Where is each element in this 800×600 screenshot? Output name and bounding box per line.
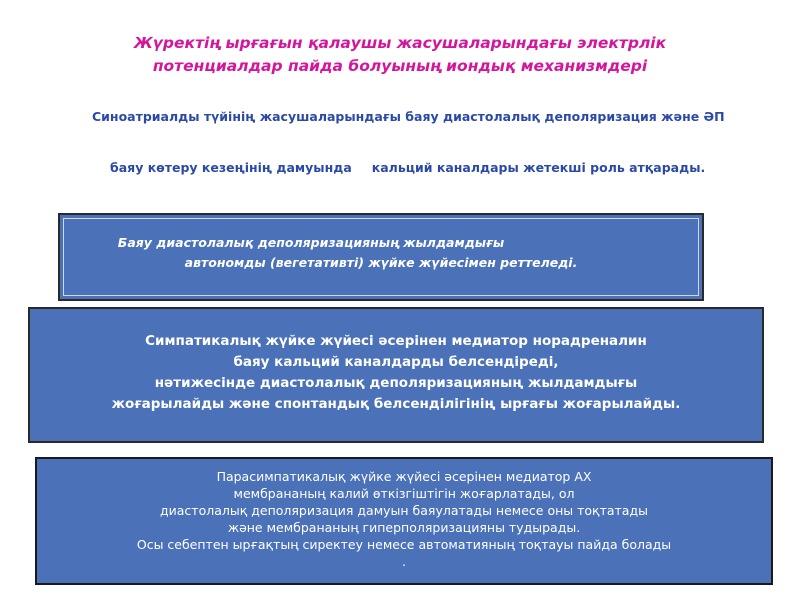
parasympathetic-effect-box [35,457,773,585]
intro-line-2-part-1: баяу көтеру кезеңінің дамуында [110,160,352,175]
box2-line-1: Симпатикалық жүйке жүйесі әсерінен медиатор норадреналин [145,333,647,349]
box2-line-3: нәтижесінде диастолалық деполяризацияның жылдамдығы [154,375,638,391]
box1-line-2: автономды (вегетативті) жүйке жүйесімен реттеледі. [184,255,578,270]
box3-line-5: Осы себептен ырғақтың сиректеу немесе автоматияның тоқтауы пайда болады [136,537,672,552]
title-line-1: Жүректің ырғағын қалаушы жасушаларындағы электрлік [133,34,667,52]
box3-line-6: . [402,554,406,569]
box2-line-4: жоғарылайды және спонтандық белсенділігінің ырғағы жоғарылайды. [111,396,681,412]
box2-line-2: баяу кальций каналдарды белсендіреді, [233,354,559,370]
box3-line-2: мембрананың калий өткізгіштігін жоғарлатады, ол [233,486,575,501]
autonomic-regulation-inner [63,218,699,296]
intro-line-2 [110,160,705,175]
title-line-2: потенциалдар пайда болуының иондық механизмдері [152,57,648,75]
intro-line-1: Синоатриалды түйінің жасушаларындағы баяу диастолалық деполяризация және ӘП [92,109,725,124]
box3-line-1: Парасимпатикалық жүйке жүйесі әсерінен медиатор АХ [216,469,592,484]
slide-title [60,32,740,78]
sympathetic-effect-box [28,307,764,443]
box3-line-3: диастолалық деполяризация дамуын баяулатады немесе оны тоқтатады [160,503,648,518]
autonomic-regulation-box [58,213,704,301]
box1-line-1: Баяу диастолалық деполяризацияның жылдамдығы [117,235,505,250]
intro-line-2-part-2: кальций каналдары жетекші роль атқарады. [371,160,706,175]
box3-line-4: және мембрананың гиперполяризацияны тудырады. [227,520,581,535]
